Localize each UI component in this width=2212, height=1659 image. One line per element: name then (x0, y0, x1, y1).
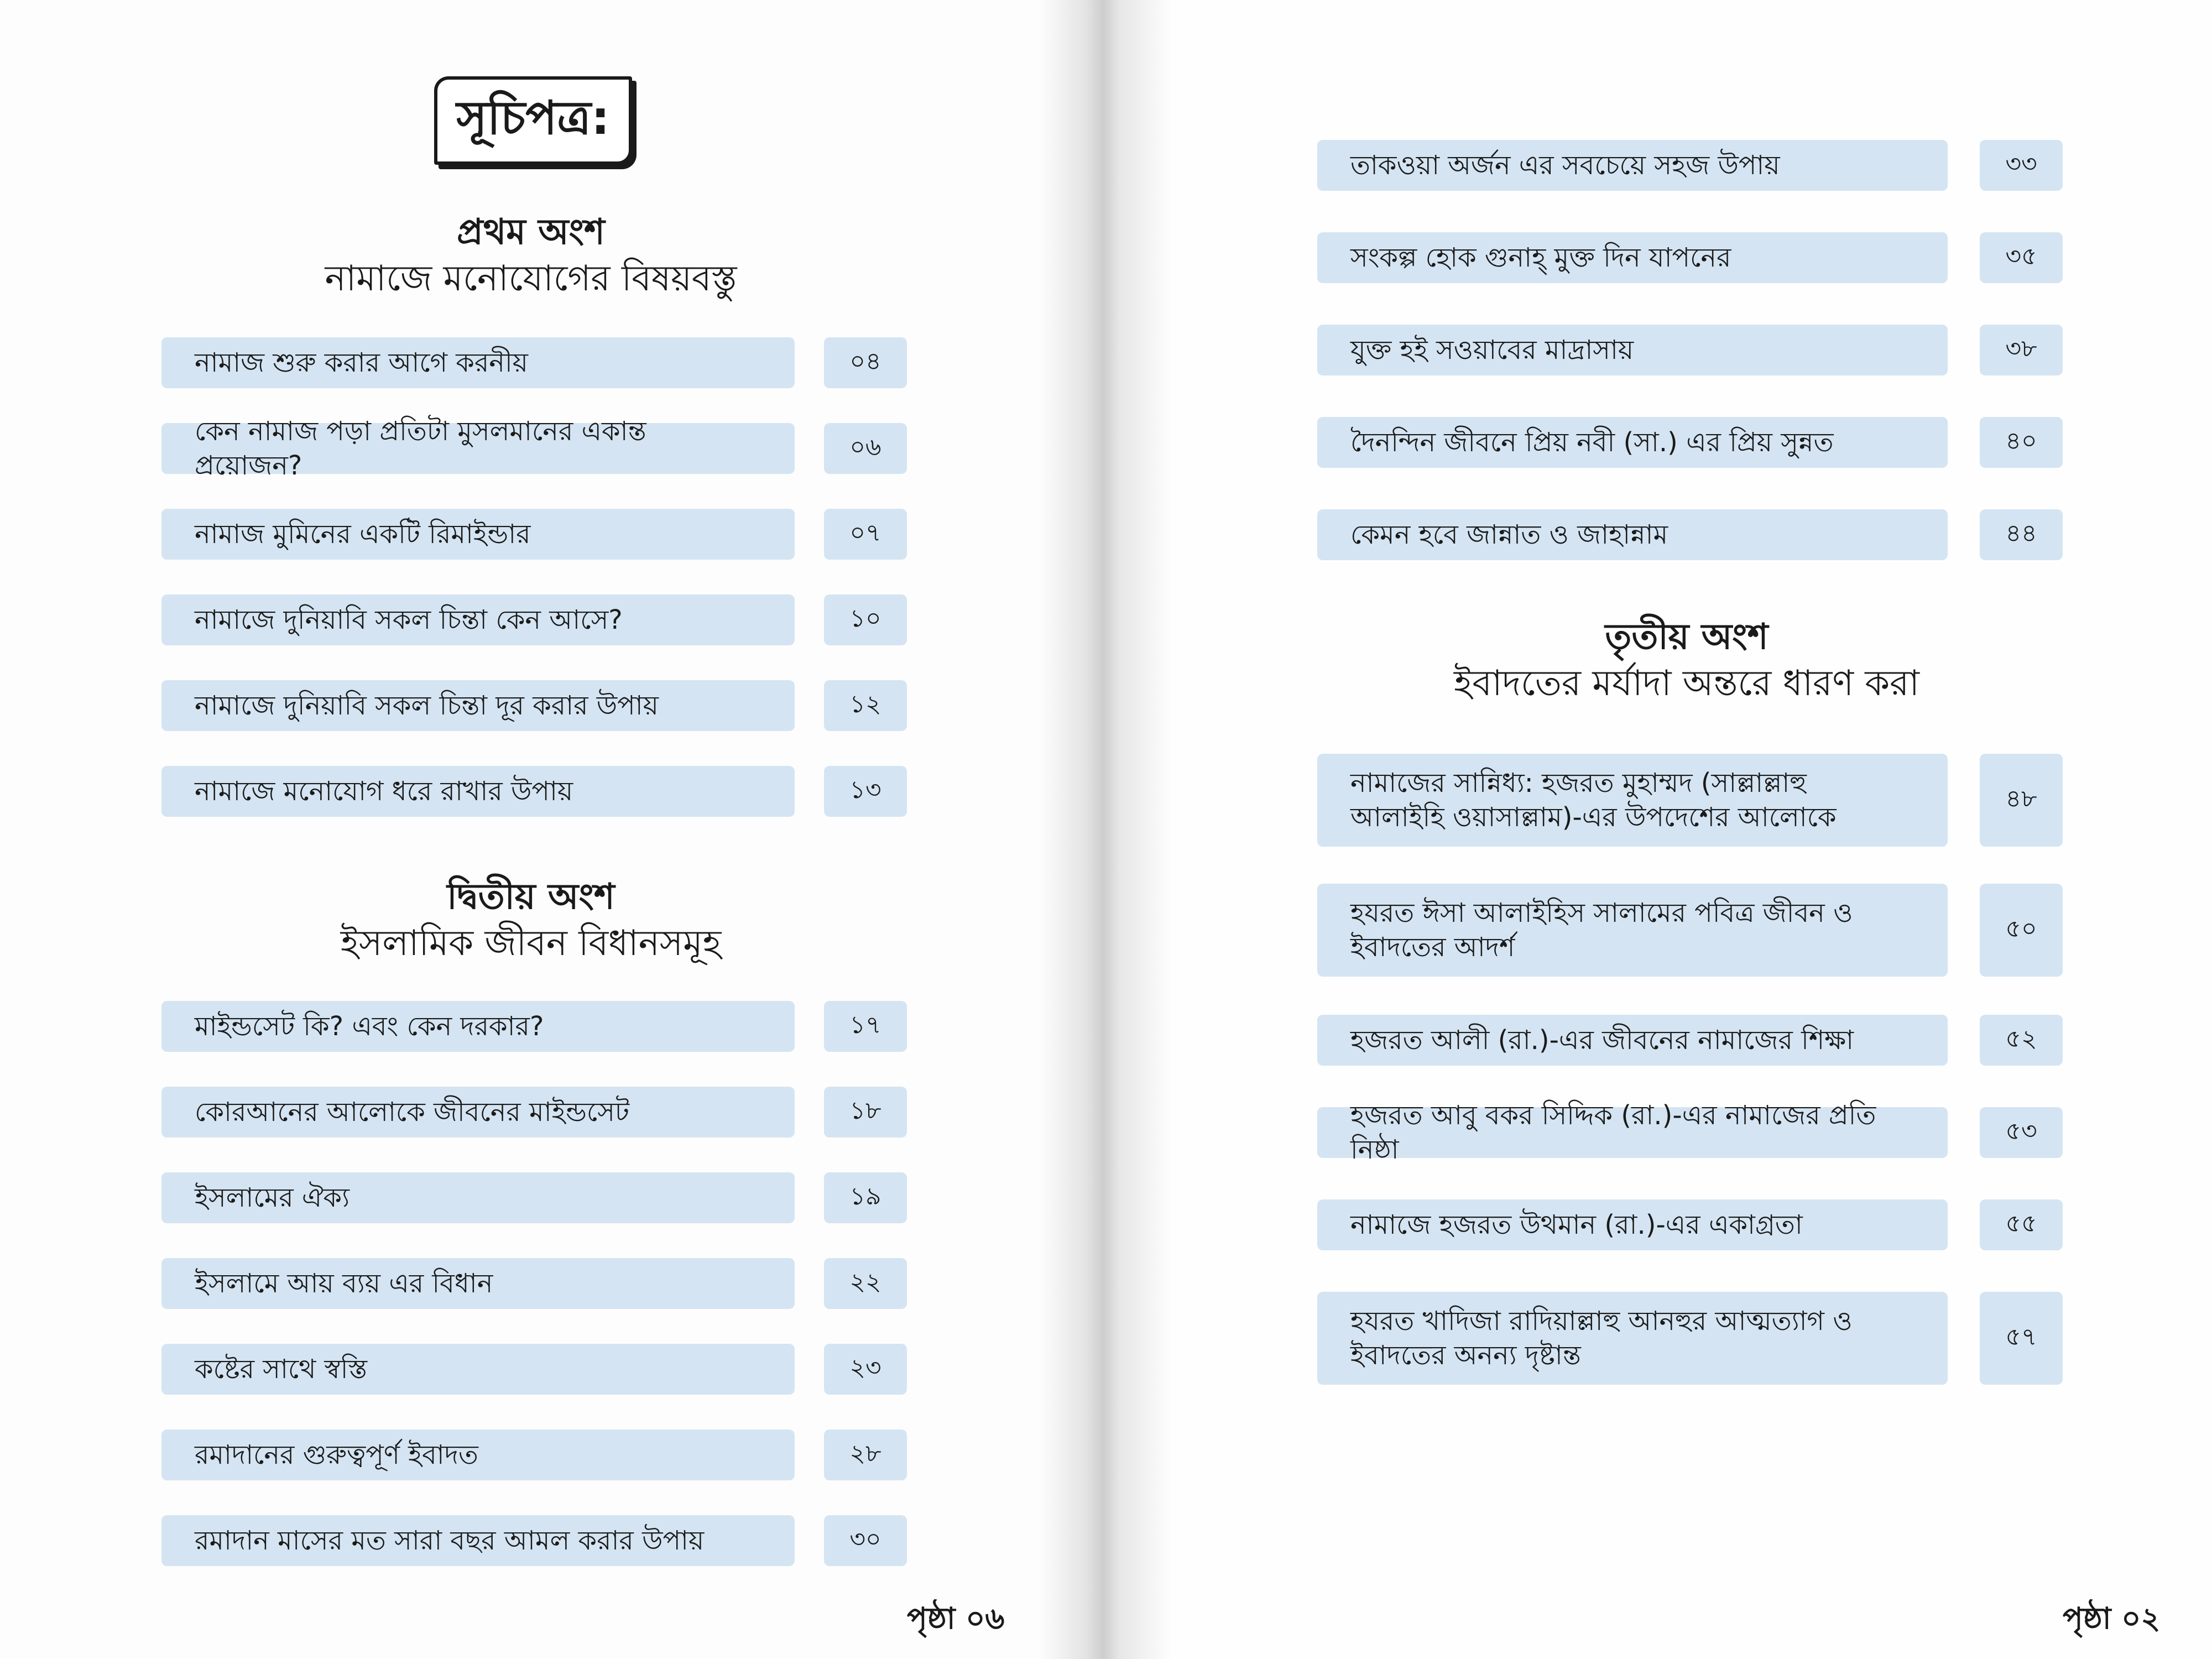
toc-entry-page[interactable]: ৪৪ (1980, 509, 2063, 560)
toc-entry-text[interactable] (1317, 754, 1948, 847)
toc-entry-page[interactable]: ২২ (824, 1258, 907, 1309)
toc-entry-text[interactable]: তাকওয়া অর্জন এর সবচেয়ে সহজ উপায় (1317, 140, 1948, 191)
toc-entry-text[interactable]: নামাজে দুনিয়াবি সকল চিন্তা কেন আসে? (161, 594, 795, 645)
toc-entry-text[interactable]: কেন নামাজ পড়া প্রতিটা মুসলমানের একান্ত প্রয়োজন? (161, 423, 795, 474)
part3-heading: তৃতীয় অংশ (1605, 617, 1768, 658)
toc-entry-page[interactable]: ১০ (824, 594, 907, 645)
toc-entry-page[interactable]: ১৮ (824, 1087, 907, 1138)
toc-title-box (434, 76, 632, 165)
toc-entry-text[interactable]: ইসলামের ঐক্য (161, 1172, 795, 1223)
toc-entry-page[interactable]: ১৩ (824, 766, 907, 817)
toc-entry-text[interactable]: রমাদানের গুরুত্বপূর্ণ ইবাদত (161, 1430, 795, 1480)
toc-entry-page[interactable]: ৩৩ (1980, 140, 2063, 191)
part2-title (310, 874, 752, 967)
toc-entry-text[interactable]: নামাজ মুমিনের একটি রিমাইন্ডার (161, 509, 795, 560)
toc-entry-page[interactable]: ৩৮ (1980, 325, 2063, 375)
toc-entry-text[interactable]: হজরত আলী (রা.)-এর জীবনের নামাজের শিক্ষা (1317, 1015, 1948, 1066)
toc-entry-text[interactable]: সংকল্প হোক গুনাহ্ মুক্ত দিন যাপনের (1317, 232, 1948, 283)
part1-heading: প্রথম অংশ (457, 212, 605, 253)
part1-title (310, 209, 752, 302)
toc-entry-text[interactable] (1317, 884, 1948, 977)
toc-entry-text[interactable]: ইসলামে আয় ব্যয় এর বিধান (161, 1258, 795, 1309)
toc-entry-page[interactable]: ১২ (824, 680, 907, 731)
right-page-number: পৃষ্ঠা ০২ (2063, 1601, 2161, 1636)
toc-entry-page[interactable]: ৩০ (824, 1515, 907, 1566)
toc-entry-line2: ইবাদতের আদর্শ (1350, 932, 1515, 963)
toc-title: সূচিপত্র: (456, 90, 610, 145)
toc-entry-text[interactable]: রমাদান মাসের মত সারা বছর আমল করার উপায় (161, 1515, 795, 1566)
right-page (1106, 0, 2212, 1659)
book-spine-shadow (1040, 0, 1172, 1659)
toc-entry-page[interactable]: ১৭ (824, 1001, 907, 1052)
toc-entry-page[interactable]: ০৬ (824, 423, 907, 474)
toc-entry-text[interactable]: নামাজে মনোযোগ ধরে রাখার উপায় (161, 766, 795, 817)
toc-entry-page[interactable]: ৩৫ (1980, 232, 2063, 283)
toc-entry-line1: হযরত ঈসা আলাইহিস সালামের পবিত্র জীবন ও (1350, 898, 1853, 928)
toc-entry-text[interactable]: নামাজ শুরু করার আগে করনীয় (161, 337, 795, 388)
toc-entry-text[interactable]: হজরত আবু বকর সিদ্দিক (রা.)-এর নামাজের প্রতি নিষ্ঠা (1317, 1107, 1948, 1158)
toc-entry-page[interactable]: ১৯ (824, 1172, 907, 1223)
toc-entry-text[interactable]: মাইন্ডসেট কি? এবং কেন দরকার? (161, 1001, 795, 1052)
toc-entry-line2: আলাইহি ওয়াসাল্লাম)-এর উপদেশের আলোকে (1350, 802, 1837, 833)
toc-entry-line2: ইবাদতের অনন্য দৃষ্টান্ত (1350, 1340, 1581, 1371)
toc-entry-line1: নামাজের সান্নিধ্য: হজরত মুহাম্মদ (সাল্লাল্লাহু (1350, 768, 1807, 799)
part3-title (1438, 614, 1936, 707)
toc-entry-page[interactable]: ৫২ (1980, 1015, 2063, 1066)
toc-entry-page[interactable]: ৫৩ (1980, 1107, 2063, 1158)
toc-entry-page[interactable]: ৪৮ (1980, 754, 2063, 847)
toc-entry-page[interactable]: ৫৫ (1980, 1199, 2063, 1250)
toc-entry-text[interactable]: কষ্টের সাথে স্বস্তি (161, 1344, 795, 1395)
part1-subheading: নামাজে মনোযোগের বিষয়বস্তু (325, 258, 737, 299)
toc-entry-page[interactable]: ৫০ (1980, 884, 2063, 977)
toc-entry-text[interactable]: দৈনন্দিন জীবনে প্রিয় নবী (সা.) এর প্রিয় সুন্নত (1317, 417, 1948, 468)
part3-subheading: ইবাদতের মর্যাদা অন্তরে ধারণ করা (1454, 663, 1919, 704)
toc-entry-text[interactable]: কেমন হবে জান্নাত ও জাহান্নাম (1317, 509, 1948, 560)
part2-subheading: ইসলামিক জীবন বিধানসমূহ (340, 923, 722, 964)
toc-entry-page[interactable]: ৪০ (1980, 417, 2063, 468)
toc-entry-page[interactable]: ৫৭ (1980, 1292, 2063, 1385)
toc-entry-text[interactable] (1317, 1292, 1948, 1385)
toc-entry-line1: হযরত খাদিজা রাদিয়াল্লাহু আনহুর আত্মত্যাগ ও (1350, 1306, 1853, 1337)
toc-entry-text[interactable]: কোরআনের আলোকে জীবনের মাইন্ডসেট (161, 1087, 795, 1138)
part2-heading: দ্বিতীয় অংশ (447, 877, 615, 917)
toc-entry-page[interactable]: ২৩ (824, 1344, 907, 1395)
toc-entry-page[interactable]: ২৮ (824, 1430, 907, 1480)
toc-entry-page[interactable]: ০৪ (824, 337, 907, 388)
toc-entry-page[interactable]: ০৭ (824, 509, 907, 560)
left-page-number: পৃষ্ঠা ০৬ (907, 1601, 1005, 1636)
toc-entry-text[interactable]: নামাজে দুনিয়াবি সকল চিন্তা দূর করার উপায় (161, 680, 795, 731)
toc-entry-text[interactable]: যুক্ত হই সওয়াবের মাদ্রাসায় (1317, 325, 1948, 375)
toc-entry-text[interactable]: নামাজে হজরত উথমান (রা.)-এর একাগ্রতা (1317, 1199, 1948, 1250)
